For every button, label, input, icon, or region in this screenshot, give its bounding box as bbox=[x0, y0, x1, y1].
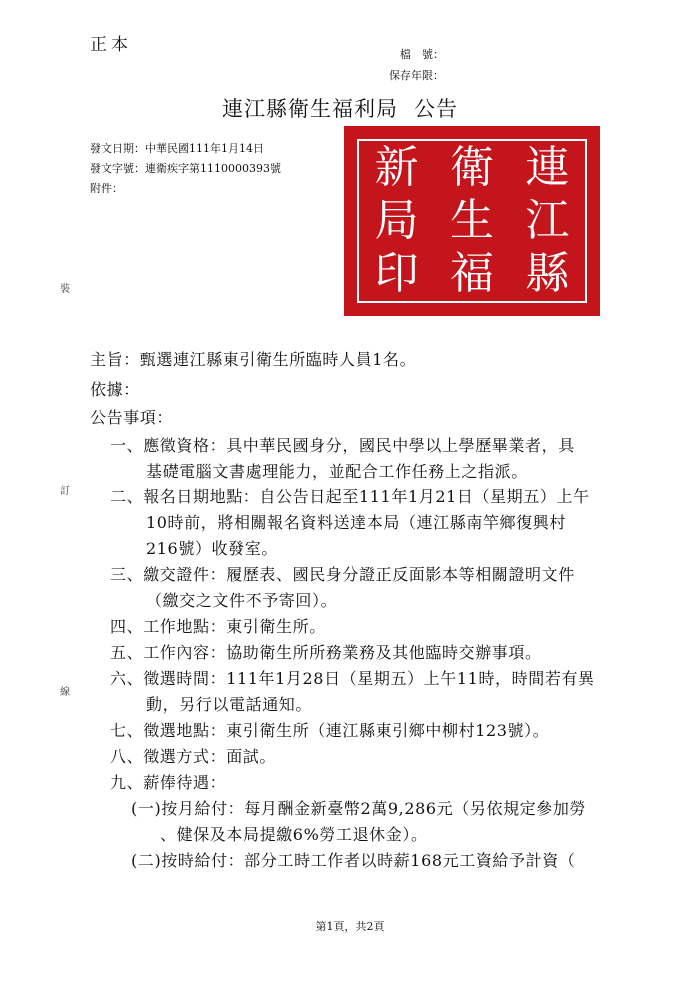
seal-character: 印 bbox=[374, 248, 419, 300]
seal-character: 江 bbox=[525, 194, 570, 246]
notice-items-heading: 公告事項： bbox=[90, 408, 174, 427]
copy-label: 正本 bbox=[90, 35, 132, 55]
seal-character: 衛 bbox=[449, 141, 494, 193]
item-2-line-3: 216號）收發室。 bbox=[146, 539, 278, 558]
item-9-heading: 九、薪俸待遇： bbox=[110, 773, 227, 792]
item-6-line-2: 動，另行以電話通知。 bbox=[146, 695, 313, 714]
binding-mark-staple: 訂 bbox=[60, 486, 70, 497]
document-type: 公告 bbox=[414, 97, 458, 121]
seal-inner-border bbox=[357, 139, 587, 303]
dispatch-number: 發文字號：連衛疾字第1110000393號 bbox=[90, 162, 281, 175]
item-1-line-2: 基礎電腦文書處理能力，並配合工作任務上之指派。 bbox=[146, 462, 528, 481]
item-2-line-1: 二、報名日期地點：自公告日起至111年1月21日（星期五）上午 bbox=[110, 487, 590, 506]
item-3-line-1: 三、繳交證件：履歷表、國民身分證正反面影本等相關證明文件 bbox=[110, 565, 575, 584]
item-5: 五、工作內容：協助衛生所所務業務及其他臨時交辦事項。 bbox=[110, 643, 542, 662]
seal-character: 局 bbox=[374, 194, 419, 246]
item-3-line-2: （繳交之文件不予寄回）。 bbox=[146, 591, 338, 610]
seal-character: 連 bbox=[525, 141, 570, 193]
retention-period-label: 保存年限： bbox=[389, 69, 444, 82]
official-seal bbox=[344, 126, 600, 316]
attachment-label: 附件： bbox=[90, 182, 123, 195]
subject-line: 主旨：甄選連江縣東引衛生所臨時人員1名。 bbox=[90, 350, 417, 369]
binding-mark-bind: 裝 bbox=[60, 284, 70, 295]
agency-name: 連江縣衛生福利局 bbox=[222, 97, 398, 121]
seal-character: 福 bbox=[449, 248, 494, 300]
item-9-sub-1-line-2: 、健保及本局提繳6%勞工退休金）。 bbox=[160, 825, 428, 844]
page-number: 第1頁，共2頁 bbox=[315, 920, 385, 933]
item-7: 七、徵選地點：東引衛生所（連江縣東引鄉中柳村123號）。 bbox=[110, 721, 550, 740]
item-2-line-2: 10時前，將相關報名資料送達本局（連江縣南竿鄉復興村 bbox=[146, 513, 566, 532]
basis-line: 依據： bbox=[90, 380, 140, 399]
item-8: 八、徵選方式：面試。 bbox=[110, 747, 277, 766]
seal-character: 縣 bbox=[525, 248, 570, 300]
item-4: 四、工作地點：東引衛生所。 bbox=[110, 617, 326, 636]
seal-character: 新 bbox=[374, 141, 419, 193]
seal-character: 生 bbox=[449, 194, 494, 246]
dispatch-date: 發文日期：中華民國111年1月14日 bbox=[90, 142, 264, 155]
document-title bbox=[222, 93, 458, 123]
file-number-label: 檔 號： bbox=[400, 48, 444, 61]
item-1-line-1: 一、應徵資格：具中華民國身分，國民中學以上學歷畢業者，具 bbox=[110, 436, 575, 455]
binding-mark-line: 線 bbox=[60, 687, 70, 698]
item-9-sub-2-line-1: (二)按時給付：部分工時工作者以時薪168元工資給予計資（ bbox=[131, 851, 576, 870]
item-6-line-1: 六、徵選時間：111年1月28日（星期五）上午11時，時間若有異 bbox=[110, 669, 595, 688]
item-9-sub-1-line-1: (一)按月給付：每月酬金新臺幣2萬9,286元（另依規定參加勞 bbox=[131, 799, 587, 818]
